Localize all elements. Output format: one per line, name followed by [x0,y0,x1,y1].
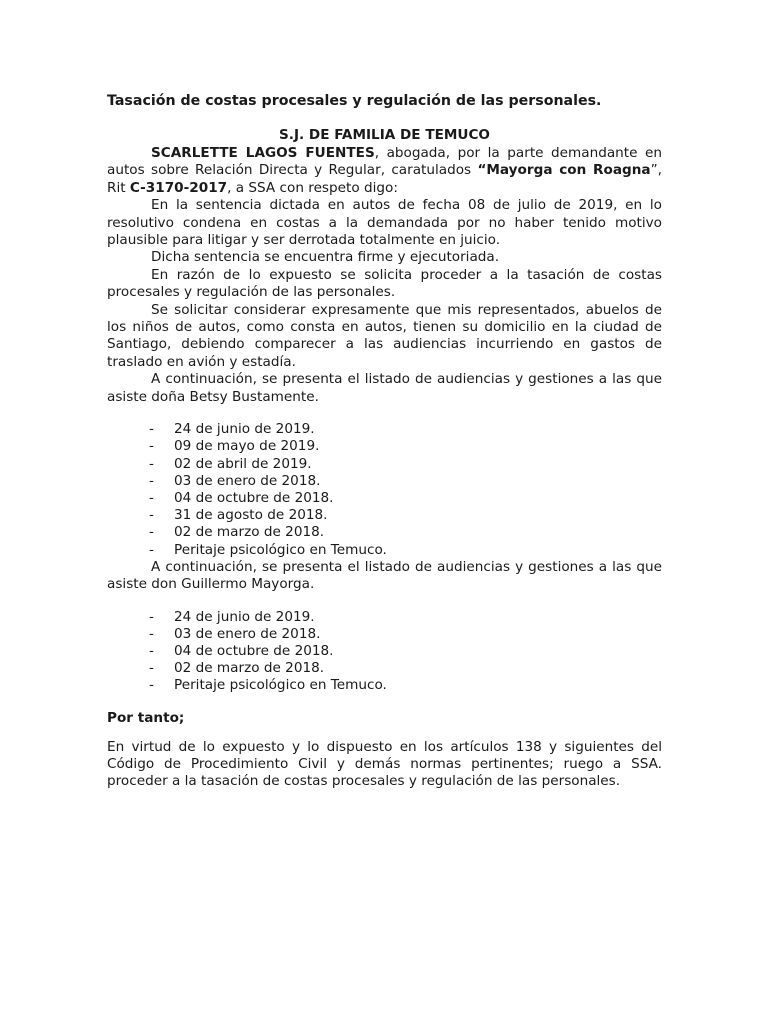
document-title: Tasación de costas procesales y regulación de las personales. [107,93,602,109]
dash-bullet-icon: - [149,421,154,438]
list-intro-betsy: A continuación, se presenta el listado de audiencias y gestiones a las que asiste doña Betsy Bustamente. [107,371,662,405]
dash-bullet-icon: - [149,625,154,642]
dash-bullet-icon: - [149,489,154,506]
dash-bullet-icon: - [149,438,154,455]
firm-paragraph: Dicha sentencia se encuentra firme y ejecutoriada. [151,249,500,266]
list-item: - 04 de octubre de 2018. [149,642,334,659]
dash-bullet-icon: - [149,660,154,677]
dash-bullet-icon: - [149,524,154,541]
sentence-paragraph: En la sentencia dictada en autos de fecha 08 de julio de 2019, en lo resolutivo condena en costas a la demandada por no haber tenido motivo plausible para litigar y ser derrotada totalmente en juicio. [107,197,662,249]
list-item: - Peritaje psicológico en Temuco. [149,541,387,558]
dash-bullet-icon: - [149,608,154,625]
lawyer-name: SCARLETTE LAGOS FUENTES [151,145,375,161]
dash-bullet-icon: - [149,455,154,472]
list-item: - 09 de mayo de 2019. [149,438,320,455]
list-item: - 04 de octubre de 2018. [149,489,334,506]
case-title: “Mayorga con Roagna [477,162,651,179]
list-item: - 02 de abril de 2019. [149,455,312,472]
expenses-paragraph: Se solicitar considerar expresamente que mis representados, abuelos de los niños de autos, como consta en autos, tienen su domicilio en la ciudad de Santiago, debiendo comparecer a las audiencias incurriendo en gastos de traslado en avión y estadía. [107,301,662,370]
intro-text-3: , a SSA con respeto digo: [227,179,398,196]
list-item: - Peritaje psicológico en Temuco. [149,677,387,694]
intro-paragraph [107,145,662,197]
document-page [107,91,662,791]
por-tanto-heading: Por tanto; [107,709,185,726]
intro-text-1: , abogada, por la parte demandante en autos sobre Relación Directa y Regular, caratulados [107,145,662,179]
rit-number: C-3170-2017 [129,179,228,196]
court-heading: S.J. DE FAMILIA DE TEMUCO [279,127,490,143]
dash-bullet-icon: - [149,507,154,524]
intro-text-2: ”, Rit [107,162,662,196]
list-item: - 24 de junio de 2019. [149,421,315,438]
list-item: - 03 de enero de 2018. [149,472,321,489]
request-paragraph: En razón de lo expuesto se solicita proceder a la tasación de costas procesales y regulación de las personales. [107,266,662,301]
list-item: - 02 de marzo de 2018. [149,660,325,677]
list-intro-guillermo: A continuación, se presenta el listado de audiencias y gestiones a las que asiste don Guillermo Mayorga. [107,558,662,593]
dash-bullet-icon: - [149,472,154,489]
closing-paragraph: En virtud de lo expuesto y lo dispuesto en los artículos 138 y siguientes del Código de Procedimiento Civil y demás normas pertinentes; ruego a SSA. proceder a la tasación de costas procesales y regulación de las personales. [107,738,662,790]
list-item: - 03 de enero de 2018. [149,625,321,642]
dash-bullet-icon: - [149,642,154,659]
dash-bullet-icon: - [149,541,154,558]
hearings-list-betsy [107,421,662,559]
list-item: - 02 de marzo de 2018. [149,524,325,541]
list-item: - 31 de agosto de 2018. [149,507,328,524]
dash-bullet-icon: - [149,677,154,694]
hearings-list-guillermo [107,609,662,695]
list-item: - 24 de junio de 2019. [149,608,315,625]
